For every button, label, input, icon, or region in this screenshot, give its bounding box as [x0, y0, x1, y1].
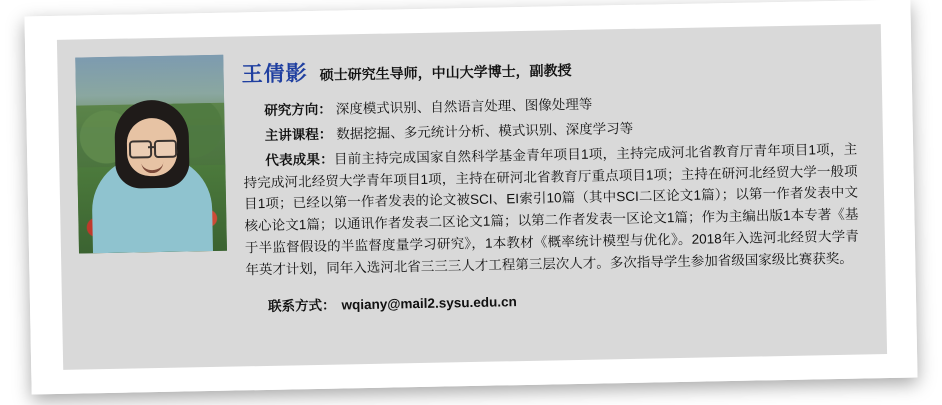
profile-text-column [223, 24, 887, 367]
achievements-paragraph [243, 138, 859, 281]
contact-email[interactable]: wqiany@mail2.sysu.edu.cn [341, 294, 517, 313]
achievements-text: 目前主持完成国家自然科学基金青年项目1项，主持完成河北省教育厅青年项目1项，主持完成河北经贸大学青年项目1项，主持在研河北省教育厅重点项目1项；主持在研河北经贸大学一般项目1项；已经以第一作者发表的论文被SCI、EI索引10篇（其中SCI二区论文1篇）；以第一作者发表中文核心论文1篇；以通讯作者发表二区论文1篇；以第二作者发表一区论文1篇；作为主编出版1本专著《基于半监督假设的半监督度量学习研究》，1本教材《概率统计模型与优化》。2018年入选河北经贸大学青年英才计划，同年入选河北省三三三人才工程第三层次人才。多次指导学生参加省级国家级比赛获奖。 [243, 141, 859, 278]
person-name: 王倩影 [241, 62, 308, 87]
person-title: 硕士研究生导师，中山大学博士，副教授 [319, 62, 572, 83]
contact-row [246, 283, 860, 315]
courses-label: 主讲课程： [264, 126, 333, 143]
photo-glasses-right-icon [154, 140, 177, 158]
profile-card [24, 0, 917, 394]
research-direction-value: 深度模式识别、自然语言处理、图像处理等 [335, 96, 593, 117]
photo-glasses-left-icon [129, 140, 152, 158]
photo-column [57, 37, 229, 370]
name-line [241, 47, 855, 89]
research-direction-label: 研究方向： [264, 101, 332, 118]
profile-panel [57, 24, 887, 370]
courses-value: 数据挖掘、多元统计分析、模式识别、深度学习等 [336, 120, 634, 142]
achievements-label: 代表成果： [265, 151, 335, 168]
photo-glasses-bridge [148, 146, 154, 148]
portrait-photo [75, 55, 227, 254]
contact-label: 联系方式： [267, 297, 336, 314]
card-inner [24, 0, 917, 394]
